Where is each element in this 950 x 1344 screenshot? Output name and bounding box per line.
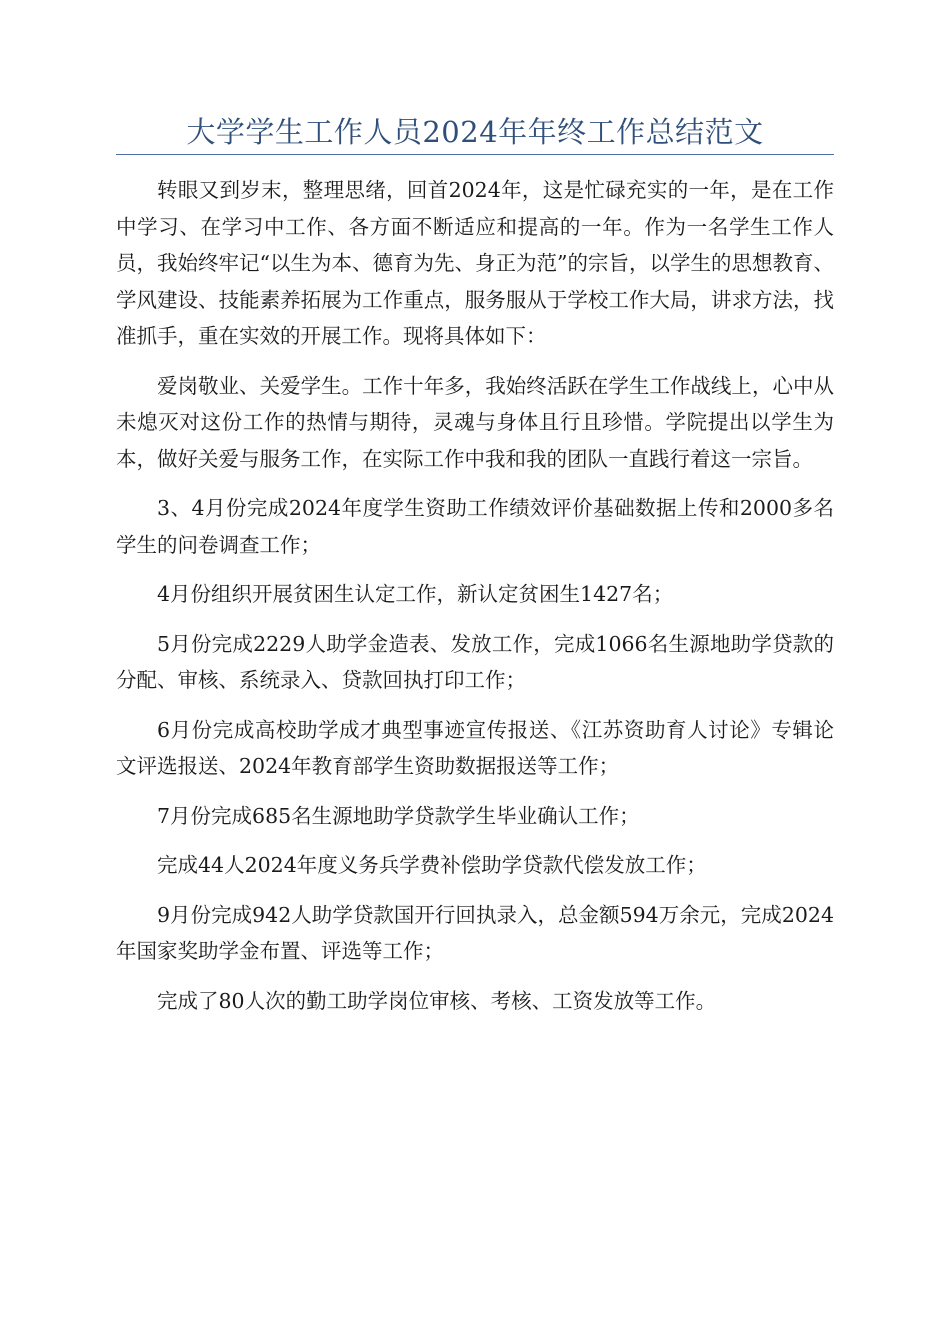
paragraph-item-june: 6月份完成高校助学成才典型事迹宣传报送、《江苏资助育人讨论》专辑论文评选报送、2024年教育部学生资助数据报送等工作； [116,717,834,778]
title-underline [116,154,834,155]
paragraph-item-april: 4月份组织开展贫困生认定工作，新认定贫困生1427名； [157,582,674,606]
document-title: 大学学生工作人员2024年年终工作总结范文 [186,115,764,149]
paragraph-item-may: 5月份完成2229人助学金造表、发放工作，完成1066名生源地助学贷款的分配、审核、系统录入、贷款回执打印工作； [116,631,834,692]
document-body [116,172,834,1032]
paragraph-item-july: 7月份完成685名生源地助学贷款学生毕业确认工作； [157,803,640,828]
paragraph-dedication: 爱岗敬业、关爱学生。工作十年多，我始终活跃在学生工作战线上，心中从未熄灭对这份工作的热情与期待，灵魂与身体且行且珍惜。学院提出以学生为本，做好关爱与服务工作，在实际工作中我和我的团队一直践行着这一宗旨。 [116,373,834,471]
paragraph-item-march-april: 3、4月份完成2024年度学生资助工作绩效评价基础数据上传和2000多名学生的问卷调查工作； [116,496,834,557]
paragraph-item-september: 9月份完成942人助学贷款国开行回执录入，总金额594万余元，完成2024年国家奖助学金布置、评选等工作； [116,902,834,963]
paragraph-item-work-study: 完成了80人次的勤工助学岗位审核、考核、工资发放等工作。 [157,988,717,1013]
paragraph-item-military: 完成44人2024年度义务兵学费补偿助学贷款代偿发放工作； [157,853,707,877]
paragraph-intro: 转眼又到岁末，整理思绪，回首2024年，这是忙碌充实的一年，是在工作中学习、在学习中工作、各方面不断适应和提高的一年。作为一名学生工作人员，我始终牢记“以生为本、德育为先、身正为范”的宗旨，以学生的思想教育、学风建设、技能素养拓展为工作重点，服务服从于学校工作大局，讲求方法，找准抓手，重在实效的开展工作。现将具体如下： [116,178,834,348]
